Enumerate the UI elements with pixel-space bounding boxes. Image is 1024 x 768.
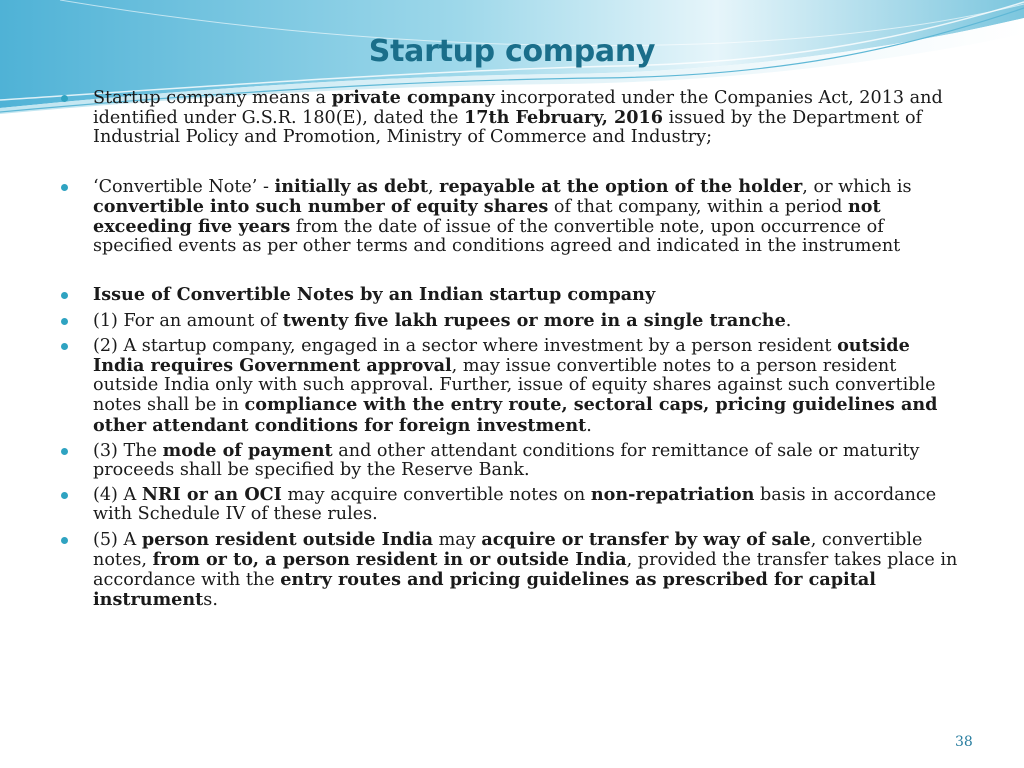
bold-text-run: outside India requires Government approval [93,334,910,377]
text-run: , convertible notes, [93,529,923,570]
text-run: (1) For an amount of [93,310,283,331]
bullet-condition-3 [60,441,960,480]
text-run: , may issue convertible notes to a person resident outside India only with such approval. Further, issue of equity shares against such convertible notes shall be in [93,356,936,416]
text-run: (3) The [93,440,163,461]
text-run: incorporated under the Companies Act, 2013 and identified under G.S.R. 180(E), dated the [93,88,943,129]
text-run: . [785,310,792,331]
text-run: . [586,415,592,436]
bold-text-run: convertible into such number of equity shares [93,195,549,217]
text-run: , or which is [802,176,912,197]
text-run: may [433,529,482,550]
text-run: basis in accordance with Schedule IV of these rules. [93,485,937,525]
bullet-convertible-note-definition [60,177,960,257]
slide-title: Startup company [368,34,656,69]
bold-text-run: 17th February, 2016 [463,107,664,129]
text-run: (4) A [93,485,142,506]
bold-text-run: repayable at the option of the holder [439,175,803,197]
text-run: s. [203,590,218,611]
bullet-condition-1 [60,311,960,331]
text-run: ‘Convertible Note’ - [93,176,275,197]
bullet-condition-4 [60,485,960,524]
bold-text-run: NRI or an OCI [141,484,282,506]
bullet-condition-5 [60,530,960,611]
text-run: , provided the transfer takes place in accordance with the [93,549,958,591]
bold-text-run: not exceeding five years [93,195,881,238]
bold-text-run: initially as debt [274,175,428,197]
page-number: 38 [955,734,973,750]
bullet-list [60,88,960,610]
text-run: issued by the Department of Industrial Policy and Promotion, Ministry of Commerce and Industry; [93,108,923,148]
bold-text-run: acquire or transfer by way of sale [481,528,811,550]
bullet-startup-definition [60,88,960,148]
bold-text-run: entry routes and pricing guidelines as prescribed for capital instrument [93,569,876,611]
bullet-issue-heading [60,285,960,305]
text-run: , [427,176,440,197]
bold-text-run: person resident outside India [141,528,433,550]
bold-text-run: Issue of Convertible Notes by an Indian startup company [93,284,656,306]
text-run: may acquire convertible notes on [281,485,591,506]
text-run: of that company, within a period [548,196,848,217]
bold-text-run: mode of payment [162,439,333,461]
text-run: (5) A [93,529,142,550]
bold-text-run: from or to, a person resident in or outside India [152,548,627,570]
bold-text-run: compliance with the entry route, sectoral caps, pricing guidelines and other attendant conditions for foreign investment [93,394,938,436]
bold-text-run: non-repatriation [590,484,755,506]
bold-text-run: private company [331,87,495,108]
text-run: and other attendant conditions for remittance of sale or maturity proceeds shall be specified by the Reserve Bank. [93,440,920,481]
bold-text-run: twenty five lakh rupees or more in a single tranche [282,309,786,331]
text-run: Startup company means a [93,88,332,108]
bullet-condition-2 [60,336,960,436]
text-run: from the date of issue of the convertible note, upon occurrence of specified events as per other terms and conditions agreed and indicated in the instrument [93,217,901,257]
text-run: (2) A startup company, engaged in a sector where investment by a person resident [93,335,838,356]
